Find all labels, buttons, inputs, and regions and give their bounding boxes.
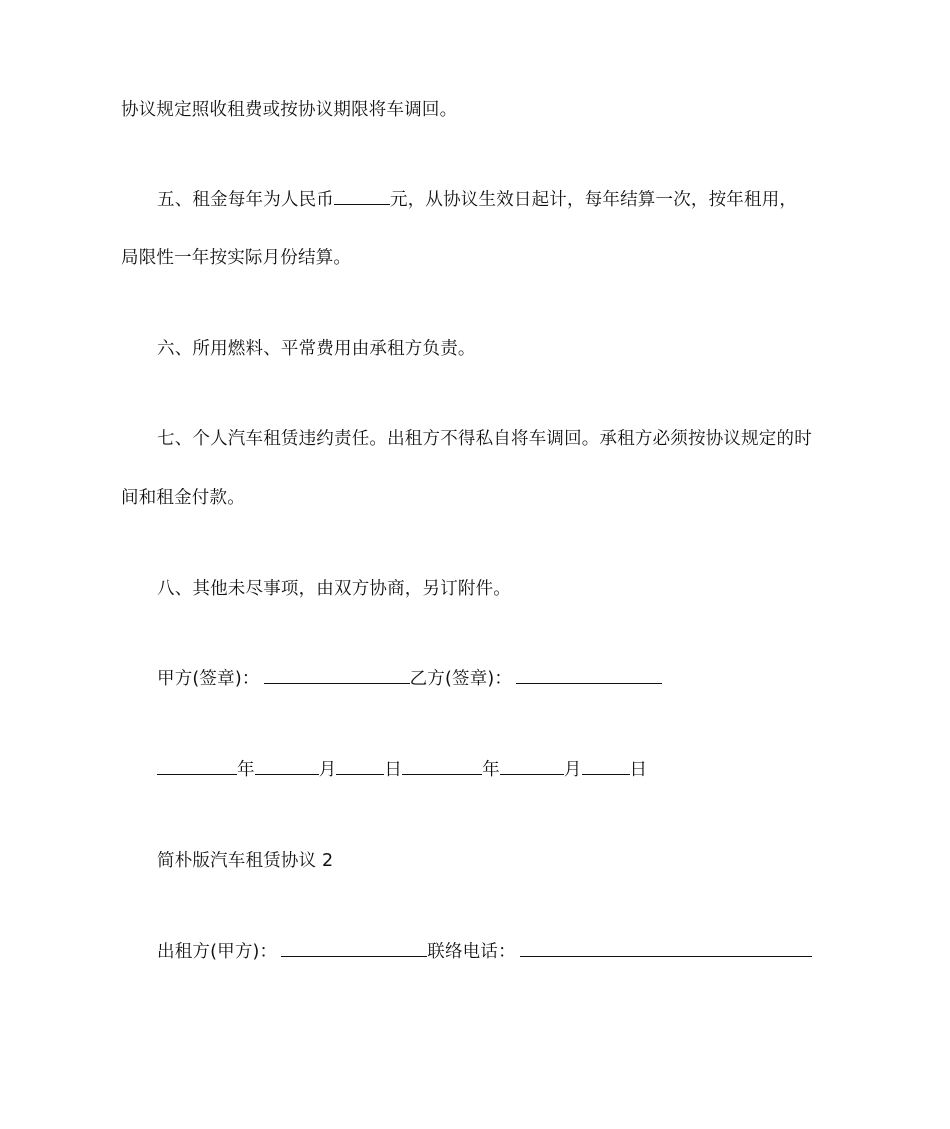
month-label: 月: [563, 760, 582, 780]
phone-label: 联络电话：: [427, 942, 516, 962]
lessor-label: 出租方(甲方)：: [157, 942, 278, 962]
phone-blank: [520, 940, 812, 957]
line-text: 间和租金付款。: [121, 488, 245, 508]
rent-clause-line: [157, 188, 797, 212]
line-text: 元，从协议生效日起计，每年结算一次，按年租用，: [390, 190, 798, 210]
line-text: 七、个人汽车租赁违约责任。出租方不得私自将车调回。承租方必须按协议规定的时: [157, 429, 812, 449]
year-blank: [402, 758, 482, 775]
line-text: 协议规定照收租费或按协议期限将车调回。: [121, 100, 458, 120]
year-blank: [157, 758, 237, 775]
day-label: 日: [384, 760, 403, 780]
paragraph-line: [157, 577, 511, 601]
date-line: [157, 758, 647, 782]
section-heading: [157, 849, 333, 873]
month-blank: [500, 758, 564, 775]
line-text: 五、租金每年为人民币: [157, 190, 334, 210]
line-text: 局限性一年按实际月份结算。: [121, 248, 352, 268]
rent-amount-blank: [334, 188, 390, 205]
paragraph-line: [157, 427, 812, 451]
party-b-sign-label: 乙方(签章)：: [409, 669, 513, 689]
signature-line: [157, 667, 662, 691]
party-a-sign-blank: [264, 667, 410, 684]
day-blank: [582, 758, 630, 775]
party-a-sign-label: 甲方(签章)：: [157, 669, 260, 689]
party-b-sign-blank: [516, 667, 662, 684]
paragraph-line: [121, 486, 245, 510]
line-text: 八、其他未尽事项，由双方协商，另订附件。: [157, 579, 511, 599]
paragraph-line: [121, 246, 351, 270]
lessor-line: [157, 940, 812, 964]
year-label: 年: [237, 760, 255, 780]
month-blank: [255, 758, 319, 775]
paragraph-line: [121, 98, 457, 122]
paragraph-line: [157, 337, 476, 361]
day-blank: [336, 758, 384, 775]
lessor-blank: [281, 940, 427, 957]
month-label: 月: [318, 760, 337, 780]
line-text: 简朴版汽车租赁协议 2: [157, 851, 334, 871]
day-label: 日: [629, 760, 648, 780]
line-text: 六、所用燃料、平常费用由承租方负责。: [157, 339, 476, 359]
year-label: 年: [482, 760, 500, 780]
